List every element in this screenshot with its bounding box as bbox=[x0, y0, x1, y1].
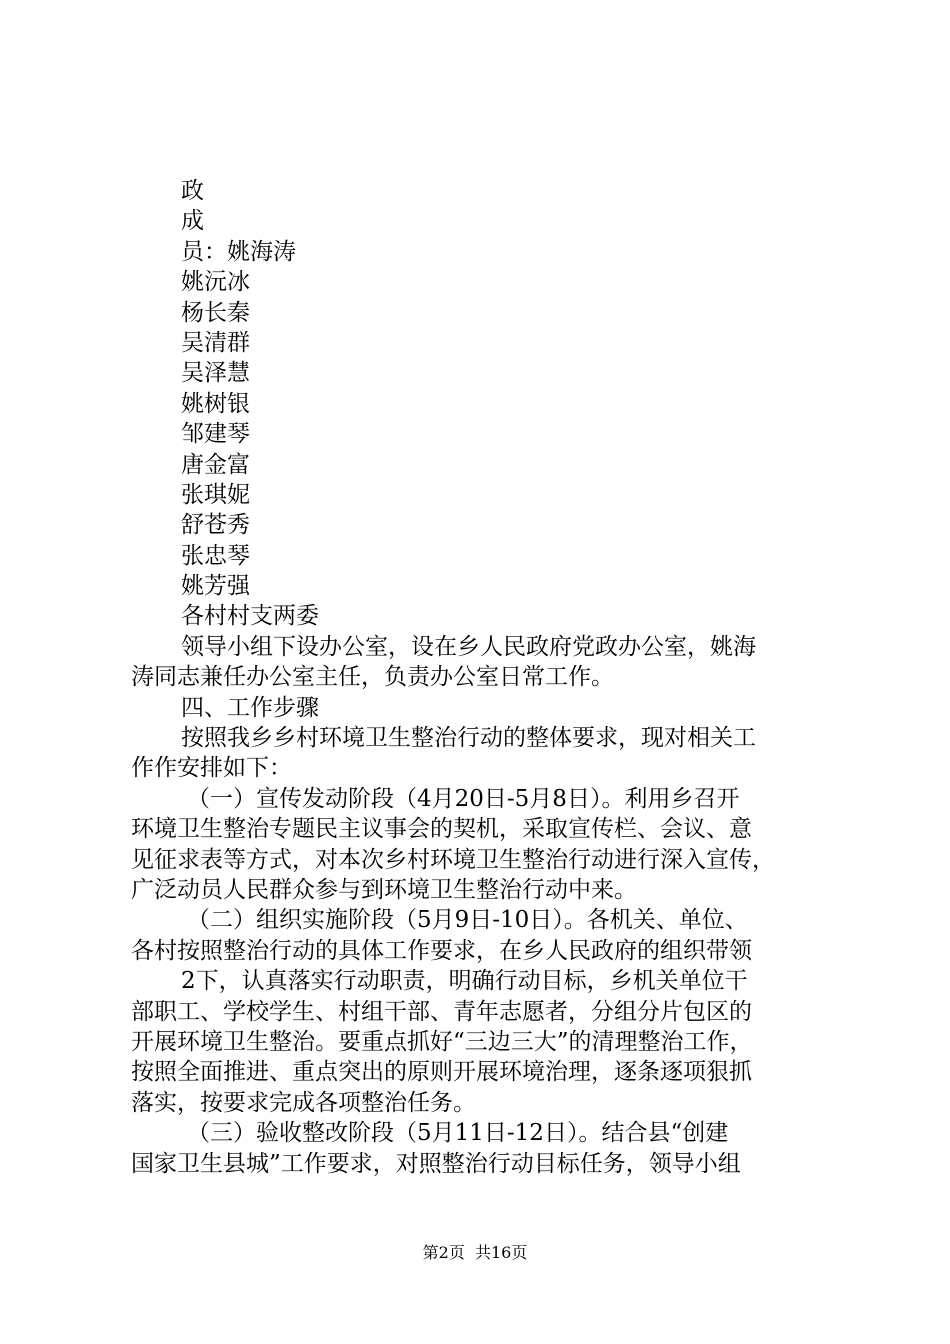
text-line: 作作安排如下： bbox=[131, 755, 292, 782]
document-body bbox=[131, 176, 831, 1179]
text-line: 落实，按要求完成各项整治任务。 bbox=[131, 1089, 476, 1116]
text-line: 按照我乡乡村环境卫生整治行动的整体要求，现对相关工 bbox=[181, 725, 756, 752]
text-line: 环境卫生整治专题民主议事会的契机，采取宣传栏、会议、意 bbox=[131, 816, 752, 843]
text-line: 部职工、学校学生、村组干部、青年志愿者，分组分片包区的 bbox=[131, 998, 752, 1025]
text-line: 四、工作步骤 bbox=[181, 694, 319, 721]
text-line: 张琪妮 bbox=[181, 481, 250, 508]
text-line: （一）宣传发动阶段（4月20日-5月8日）。利用乡召开 bbox=[187, 785, 740, 812]
text-line: 按照全面推进、重点突出的原则开展环境治理，逐条逐项狠抓 bbox=[131, 1059, 752, 1086]
text-line: 杨长秦 bbox=[181, 299, 250, 326]
text-line: 邹建琴 bbox=[181, 421, 250, 448]
text-line: 涛同志兼任办公室主任，负责办公室日常工作。 bbox=[131, 664, 614, 691]
text-line: 领导小组下设办公室，设在乡人民政府党政办公室，姚海 bbox=[181, 633, 756, 660]
text-line: 姚芳强 bbox=[181, 573, 250, 600]
text-line: 国家卫生县城”工作要求，对照整治行动目标任务，领导小组 bbox=[131, 1150, 741, 1177]
text-line: 员：姚海涛 bbox=[181, 238, 296, 265]
text-line: 各村村支两委 bbox=[181, 603, 319, 630]
text-line: 2下，认真落实行动职责，明确行动目标，乡机关单位干 bbox=[181, 968, 748, 995]
text-line: 姚树银 bbox=[181, 390, 250, 417]
text-line: （三）验收整改阶段（5月11日-12日）。结合县“创建 bbox=[187, 1120, 729, 1147]
text-line: 吴泽慧 bbox=[181, 360, 250, 387]
text-line: 舒苍秀 bbox=[181, 512, 250, 539]
text-line: 唐金富 bbox=[181, 451, 250, 478]
page-footer bbox=[0, 1243, 950, 1263]
page-number: 第2页 共16页 bbox=[422, 1243, 528, 1262]
text-line: 张忠琴 bbox=[181, 542, 250, 569]
text-line: 成 bbox=[181, 208, 204, 235]
text-line: 姚沅冰 bbox=[181, 269, 250, 296]
text-line: 见征求表等方式，对本次乡村环境卫生整治行动进行深入宣传， bbox=[131, 846, 775, 873]
text-line: （二）组织实施阶段（5月9日-10日）。各机关、单位、 bbox=[187, 907, 748, 934]
text-line: 吴清群 bbox=[181, 329, 250, 356]
text-line: 各村按照整治行动的具体工作要求，在乡人民政府的组织带领 bbox=[131, 937, 752, 964]
text-line: 政 bbox=[181, 178, 204, 204]
text-line: 广泛动员人民群众参与到环境卫生整治行动中来。 bbox=[131, 876, 637, 903]
text-line: 开展环境卫生整治。要重点抓好“三边三大”的清理整治工作， bbox=[131, 1028, 753, 1055]
